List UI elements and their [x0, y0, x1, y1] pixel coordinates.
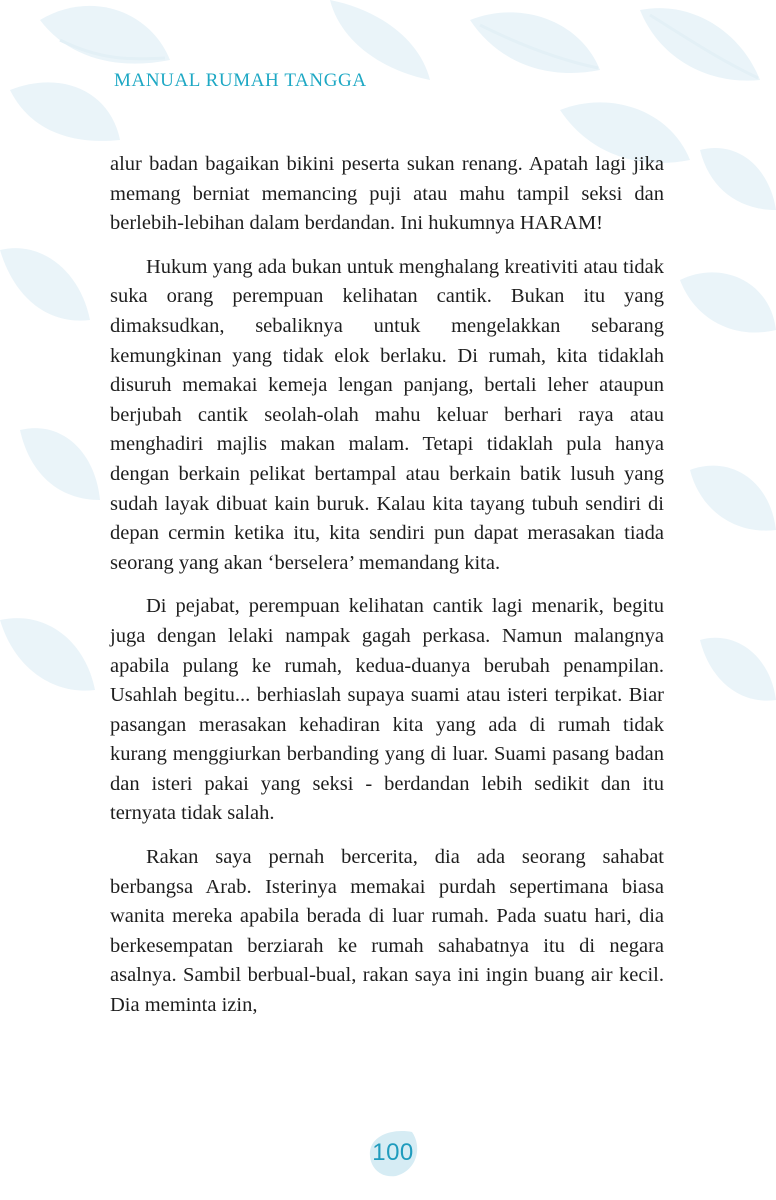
paragraph: Rakan saya pernah bercerita, dia ada seorang sahabat berbangsa Arab. Isterinya memakai purdah sepertimana biasa wanita mereka apabila berada di luar rumah. Pada suatu hari, dia berkesempatan berziarah ke rumah sahabatnya itu di negara asalnya. Sambil berbual-bual, rakan saya ini ingin buang air kecil. Dia meminta izin, — [110, 846, 664, 1017]
page-number-badge — [362, 1126, 424, 1180]
page-body — [110, 150, 664, 1035]
paragraph: Di pejabat, perempuan kelihatan cantik lagi menarik, begitu juga dengan lelaki nampak gagah perkasa. Namun malangnya apabila pulang ke rumah, kedua-duanya berubah penampilan. Usahlah begitu... berhiaslah supaya suami atau isteri terpikat. Biar pasangan merasakan kehadiran kita yang ada di rumah tidak kurang menggiurkan berbanding yang di luar. Suami pasang badan dan isteri pakai yang seksi - berdandan lebih sedikit dan itu ternyata tidak salah. — [110, 595, 664, 825]
paragraph: Hukum yang ada bukan untuk menghalang kreativiti atau tidak suka orang perempuan kelihatan cantik. Bukan itu yang dimaksudkan, sebaliknya untuk mengelakkan sebarang kemungkinan yang tidak elok berlaku. Di rumah, kita tidaklah disuruh memakai kemeja lengan panjang, bertali leher ataupun berjubah cantik seolah-olah mahu keluar berhari raya atau menghadiri majlis makan malam. Tetapi tidaklah pula hanya dengan berkain pelikat bertampal atau berkain batik lusuh yang sudah layak dibuat kain buruk. Kalau kita tayang tubuh sendiri di depan cermin ketika itu, kita sendiri pun dapat merasakan tiada seorang yang akan ‘berselera’ memandang kita. — [110, 255, 664, 574]
page-number: 100 — [372, 1139, 414, 1166]
paragraph-continuation: alur badan bagaikan bikini peserta sukan renang. Apatah lagi jika memang berniat memancing puji atau mahu tampil seksi dan berlebih-lebihan dalam berdandan. Ini hukumnya HARAM! — [110, 153, 664, 235]
running-header-title: MANUAL RUMAH TANGGA — [114, 70, 367, 91]
